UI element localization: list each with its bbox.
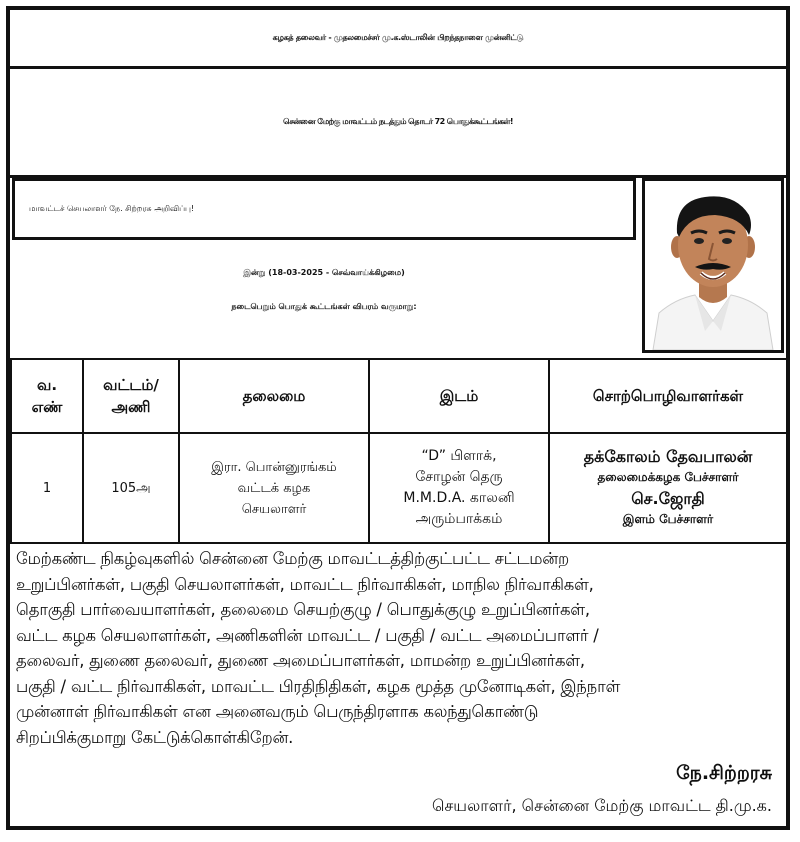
speaker-2-name: செ.ஜோதி	[631, 489, 705, 508]
header-line-2-headline: சென்னை மேற்கு மாவட்டம் நடத்தும் தொடர் 72 பொதுக்கூட்டங்கள்!	[10, 69, 786, 178]
speaker-2-role: இளம் பேச்சாளர்	[622, 512, 714, 526]
signature-title: செயலாளர், சென்னை மேற்கு மாவட்ட தி.மு.க.	[431, 796, 772, 815]
venue-line-3: M.M.D.A. காலனி	[403, 490, 515, 506]
date-subline: நடைபெறும் பொதுக் கூட்டங்கள் விபரம் வருமாறு:	[231, 302, 417, 311]
leader-role-line2: செயலாளர்	[241, 501, 307, 517]
venue-line-4: அரும்பாக்கம்	[415, 511, 503, 527]
leader-role-line1: வட்டக் கழக	[237, 480, 311, 496]
cell-venue	[369, 433, 549, 543]
speaker-1-name: தக்கோலம் தேவபாலன்	[583, 447, 753, 466]
signature-name: நே.சிற்றரசு	[676, 762, 772, 784]
header-line-1: கழகத் தலைவர் - முதலமைச்சர் மு.க.ஸ்டாலின் பிறந்தநாளை முன்னிட்டு	[10, 10, 786, 69]
col-header-leader: தலைமை	[179, 359, 369, 433]
leader-name: இரா. பொன்னுரங்கம்	[211, 459, 337, 475]
secretary-portrait-photo	[642, 178, 784, 353]
col-header-serial-line2: எண்	[31, 398, 63, 416]
col-header-serial-no	[11, 359, 83, 433]
announcement-banner: மாவட்டச் செயலாளர் நே. சிற்றரசு அறிவிப்பு!	[12, 178, 636, 240]
portrait-illustration	[645, 181, 781, 350]
notice-sheet	[6, 6, 790, 830]
date-block	[12, 256, 636, 324]
paragraph-line: உறுப்பினர்கள், பகுதி செயலாளர்கள், மாவட்ட நிர்வாகிகள், மாநில நிர்வாகிகள்,	[16, 574, 594, 594]
paragraph-line: தொகுதி பார்வையாளர்கள், தலைமை செயற்குழு / பொதுக்குழு உறுப்பினர்கள்,	[16, 600, 590, 619]
cell-leader	[179, 433, 369, 543]
cell-speakers	[549, 433, 787, 543]
date-line: இன்று (18-03-2025 - செவ்வாய்க்கிழமை)	[243, 268, 405, 277]
table-row	[11, 433, 787, 543]
col-header-venue: இடம்	[369, 359, 549, 433]
venue-line-1: “D” பிளாக்,	[421, 448, 497, 464]
speaker-1-role: தலைமைக்கழக பேச்சாளர்	[597, 470, 739, 484]
cell-ward: 105அ	[83, 433, 179, 543]
paragraph-line: முன்னாள் நிர்வாகிகள் என அனைவரும் பெருந்திரளாக கலந்துகொண்டு	[16, 702, 539, 721]
invitation-paragraph	[16, 546, 780, 750]
table-header-row	[11, 359, 787, 433]
paragraph-line: சிறப்பிக்குமாறு கேட்டுக்கொள்கிறேன்.	[16, 727, 294, 747]
col-header-ward	[83, 359, 179, 433]
col-header-ward-line2: அணி	[111, 398, 151, 416]
paragraph-line: தலைவர், துணை தலைவர், துணை அமைப்பாளர்கள், மாமன்ற உறுப்பினர்கள்,	[16, 651, 585, 670]
cell-serial-no: 1	[11, 433, 83, 543]
venue-line-2: சோழன் தெரு	[415, 469, 503, 485]
col-header-speakers: சொற்பொழிவாளர்கள்	[549, 359, 787, 433]
paragraph-line: பகுதி / வட்ட நிர்வாகிகள், மாவட்ட பிரதிநிதிகள், கழக மூத்த முனோடிகள், இந்நாள்	[16, 676, 621, 696]
paragraph-line: மேற்கண்ட நிகழ்வுகளில் சென்னை மேற்கு மாவட்டத்திற்குட்பட்ட சட்டமன்ற	[16, 549, 569, 568]
paragraph-line: வட்ட கழக செயலாளர்கள், அணிகளின் மாவட்ட / பகுதி / வட்ட அமைப்பாளர் /	[16, 625, 599, 645]
col-header-ward-line1: வட்டம்/	[103, 376, 159, 394]
meeting-schedule-table	[10, 358, 788, 544]
col-header-serial-line1: வ.	[36, 376, 58, 394]
